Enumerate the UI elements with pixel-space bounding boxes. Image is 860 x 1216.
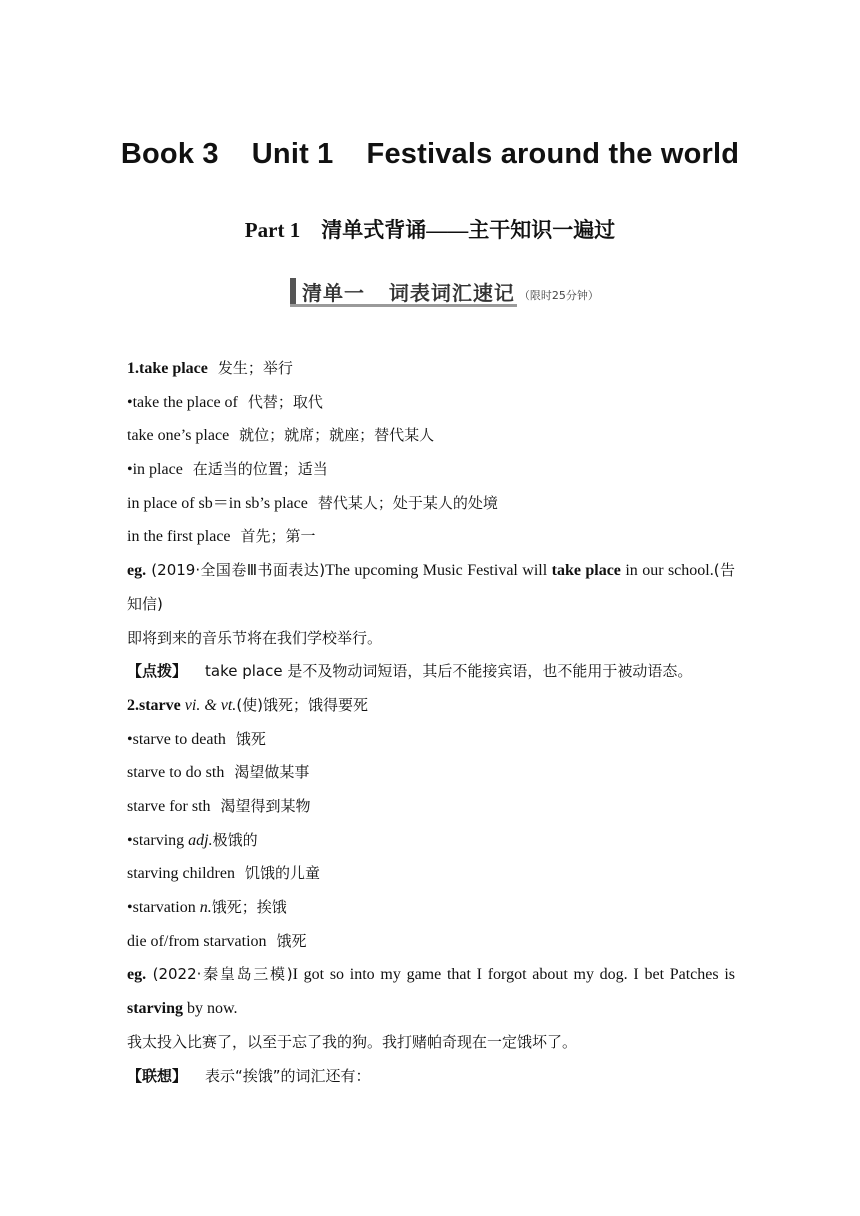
phrase-line <box>127 453 735 487</box>
section-banner <box>290 279 599 307</box>
page-title: Book 3 Unit 1 Festivals around the world <box>120 138 740 170</box>
phrase-zh: 在适当的位置；适当 <box>192 460 328 479</box>
phrase-pos: n. <box>199 899 212 917</box>
phrase-zh: 饿死 <box>235 729 266 748</box>
translation-text: 我太投入比赛了，以至于忘了我的狗。我打赌帕奇现在一定饿坏了。 <box>127 1032 578 1051</box>
phrase-zh: 极饿的 <box>212 830 258 849</box>
example-keyword: take place <box>551 562 621 580</box>
phrase-en: starving children <box>127 865 235 883</box>
phrase-zh: 就位；就席；就座；替代某人 <box>239 426 435 445</box>
example-text-end: in our school. <box>620 562 714 580</box>
banner-time-note: （限时25分钟） <box>518 289 599 302</box>
phrase-line <box>127 824 735 858</box>
part-subtitle: Part 1 清单式背诵——主干知识一遍过 <box>244 218 616 242</box>
tip-line <box>127 655 735 689</box>
vocab-content <box>127 352 735 1093</box>
entry-meaning: 发生；举行 <box>217 359 293 377</box>
banner-bar-icon <box>290 278 296 304</box>
tip-label: 【点拨】 <box>127 662 188 681</box>
association-label: 【联想】 <box>127 1066 188 1085</box>
phrase-en: starve to do sth <box>127 764 225 782</box>
phrase-pos: adj. <box>188 831 213 849</box>
phrase-en: •starving <box>127 831 189 849</box>
phrase-en: take one’s place <box>127 427 230 445</box>
phrase-line <box>127 520 735 554</box>
phrase-en: in the first place <box>127 528 231 546</box>
entry-word: 1.take place <box>127 360 208 377</box>
phrase-zh: 渴望做某事 <box>234 763 310 782</box>
entry-meaning: (使)饿死；饿得要死 <box>236 695 369 714</box>
phrase-line <box>127 790 735 824</box>
phrase-line <box>127 756 735 790</box>
association-line <box>127 1060 735 1094</box>
phrase-en: starve for sth <box>127 797 211 815</box>
phrase-zh: 饿死；挨饿 <box>211 898 287 917</box>
entry-word: 2.starve <box>127 696 181 714</box>
example-note: (告知信) <box>127 561 735 613</box>
phrase-en: •starve to death <box>127 730 226 748</box>
entry-pos: vi. & vt. <box>184 696 237 714</box>
example-text-end: by now. <box>183 1000 238 1018</box>
phrase-en: die of/from starvation <box>127 932 267 950</box>
translation-text: 即将到来的音乐节将在我们学校举行。 <box>127 628 383 647</box>
phrase-zh: 渴望得到某物 <box>220 796 311 815</box>
example-source: (2022·秦皇岛三模) <box>146 965 293 984</box>
phrase-line <box>127 386 735 420</box>
phrase-line <box>127 487 735 521</box>
example-text: I got so into my game that I forgot about my dog. I bet Patches is <box>292 966 736 984</box>
tip-text: take place 是不及物动词短语，其后不能接宾语，也不能用于被动语态。 <box>205 662 693 681</box>
example-text: The upcoming Music Festival will <box>325 562 552 580</box>
example-sentence <box>127 958 735 1025</box>
association-text: 表示“挨饿”的词汇还有： <box>205 1066 371 1085</box>
phrase-line <box>127 419 735 453</box>
phrase-zh: 首先；第一 <box>240 527 316 546</box>
phrase-zh: 饿死 <box>276 931 307 950</box>
phrase-en: •take the place of <box>127 393 238 411</box>
example-label: eg. <box>127 966 147 984</box>
phrase-zh: 饥饿的儿童 <box>244 864 320 883</box>
phrase-en: •starvation <box>127 899 200 917</box>
banner-label: 清单一 词表词汇速记 <box>302 280 515 305</box>
example-sentence <box>127 554 735 621</box>
example-translation <box>127 622 735 656</box>
phrase-en: •in place <box>127 461 183 479</box>
example-source: (2019·全国卷Ⅲ书面表达) <box>146 561 326 580</box>
banner-box <box>290 278 517 307</box>
example-label: eg. <box>127 562 147 580</box>
phrase-en: in place of sb＝in sb’s place <box>127 494 308 512</box>
phrase-zh: 替代某人；处于某人的处境 <box>317 493 498 512</box>
phrase-line <box>127 925 735 959</box>
phrase-line <box>127 891 735 925</box>
entry-heading <box>127 352 735 386</box>
example-translation <box>127 1026 735 1060</box>
entry-heading <box>127 689 735 723</box>
phrase-line <box>127 857 735 891</box>
phrase-zh: 代替；取代 <box>247 392 323 411</box>
phrase-line <box>127 723 735 757</box>
example-keyword: starving <box>127 1000 183 1018</box>
